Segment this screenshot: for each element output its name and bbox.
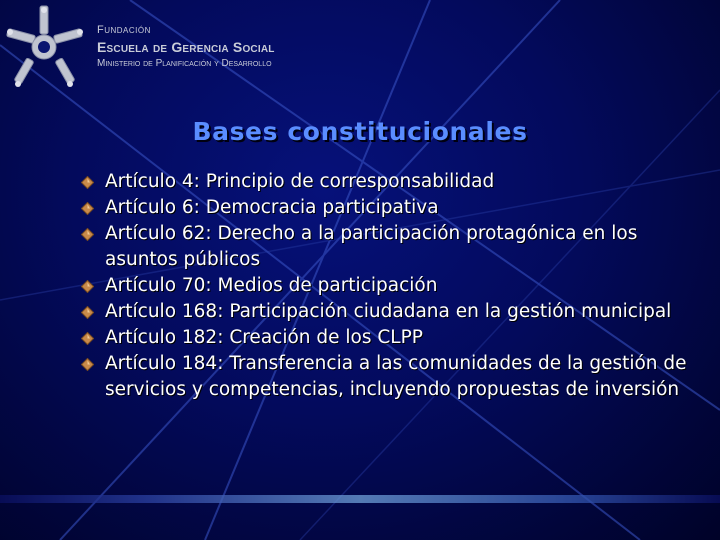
bullet-diamond-icon (81, 306, 94, 319)
bullet-item (80, 195, 700, 221)
bullet-text: Artículo 6: Democracia participativa (105, 197, 439, 218)
bullet-text: Artículo 4: Principio de corresponsabilidad (105, 171, 495, 192)
footer-divider (0, 495, 720, 503)
bullet-diamond-icon (81, 202, 94, 215)
bullet-text: Artículo 168: Participación ciudadana en la gestión municipal (105, 301, 672, 322)
bullet-diamond-icon (81, 358, 94, 371)
bullet-text: Artículo 184: Transferencia a las comunidades de la gestión de servicios y competencias, incluyendo propuestas de inversión (105, 353, 687, 400)
bullet-item (80, 273, 700, 299)
logo-line-1: Fundación (97, 24, 151, 36)
organization-logo (97, 25, 275, 69)
logo-line-3: Ministerio de Planificación y Desarrollo (97, 58, 272, 69)
bullet-item (80, 299, 700, 325)
star-emblem-icon (4, 2, 92, 92)
bullet-diamond-icon (81, 228, 94, 241)
bullet-item (80, 351, 700, 403)
bullet-diamond-icon (81, 332, 94, 345)
bullet-diamond-icon (81, 280, 94, 293)
bullet-text: Artículo 182: Creación de los CLPP (105, 327, 423, 348)
bullet-item (80, 169, 700, 195)
bullet-item (80, 325, 700, 351)
bullet-text: Artículo 70: Medios de participación (105, 275, 438, 296)
bullet-text: Artículo 62: Derecho a la participación protagónica en los asuntos públicos (105, 223, 638, 270)
bullet-item (80, 221, 700, 273)
logo-line-2: Escuela de Gerencia Social (97, 39, 275, 55)
slide-title: Bases constitucionales (192, 117, 528, 146)
bullet-diamond-icon (81, 176, 94, 189)
bullet-list (80, 169, 700, 403)
